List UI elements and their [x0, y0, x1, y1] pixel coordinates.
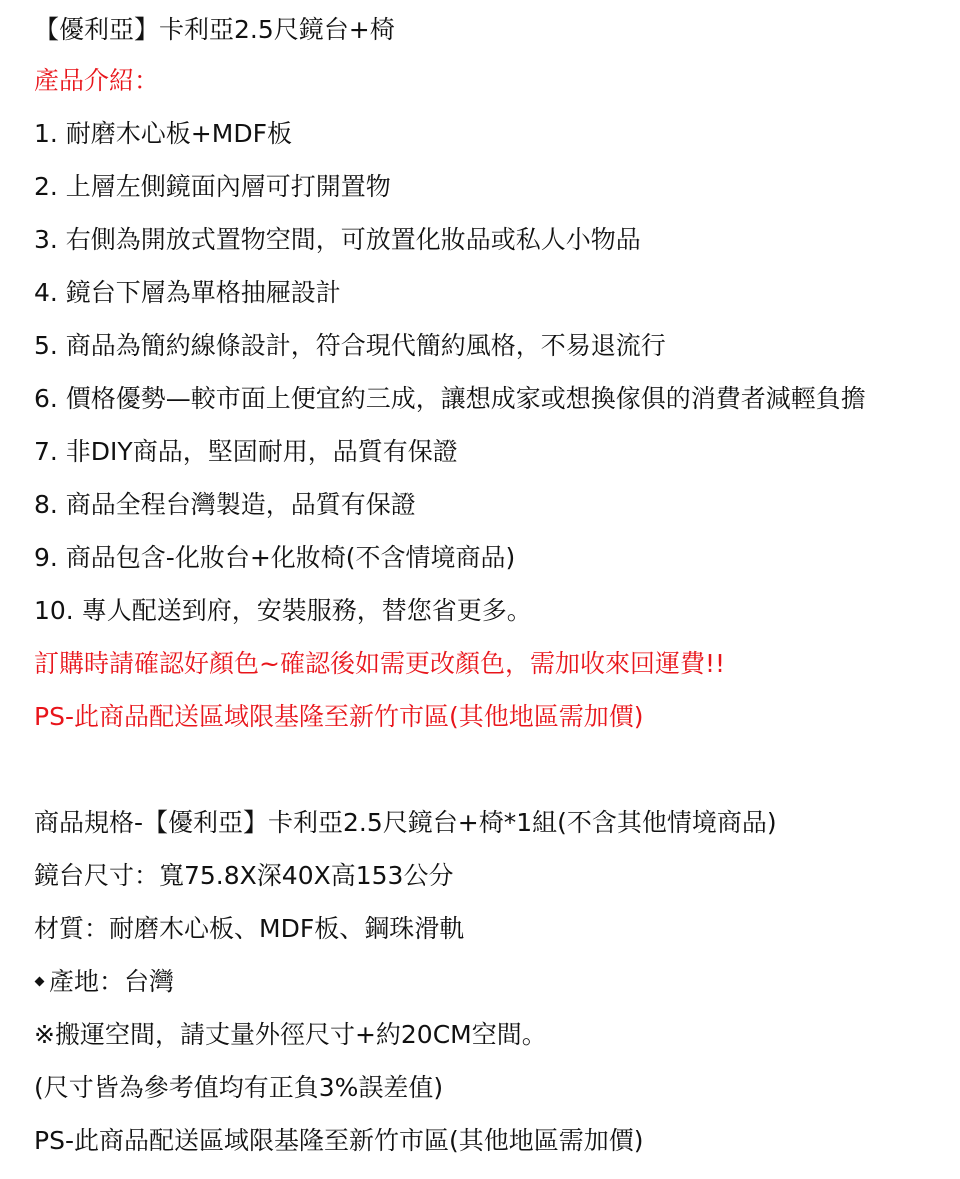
origin-text: 產地：台灣 [49, 967, 175, 996]
dimensions-line: 鏡台尺寸：寬75.8X深40X高153公分 [34, 861, 454, 890]
spec-section [34, 796, 936, 1167]
feature-item: 1. 耐磨木心板+MDF板 [34, 119, 292, 148]
spec-delivery-area-line: PS-此商品配送區域限基隆至新竹市區(其他地區需加價) [34, 1126, 644, 1155]
color-confirm-notice: 訂購時請確認好顏色~確認後如需更改顏色，需加收來回運費!! [34, 649, 725, 678]
feature-item: 3. 右側為開放式置物空間，可放置化妝品或私人小物品 [34, 225, 641, 254]
feature-item: 4. 鏡台下層為單格抽屜設計 [34, 278, 341, 307]
product-title: 【優利亞】卡利亞2.5尺鏡台+椅 [34, 15, 395, 44]
feature-list [34, 107, 936, 637]
delivery-area-notice: PS-此商品配送區域限基隆至新竹市區(其他地區需加價) [34, 702, 644, 731]
tolerance-line: (尺寸皆為參考值均有正負3%誤差值) [34, 1073, 444, 1102]
material-line: 材質：耐磨木心板、MDF板、鋼珠滑軌 [34, 914, 465, 943]
feature-item: 6. 價格優勢—較市面上便宜約三成，讓想成家或想換傢俱的消費者減輕負擔 [34, 384, 866, 413]
origin-line [34, 955, 936, 1008]
feature-item: 10. 專人配送到府，安裝服務，替您省更多。 [34, 596, 532, 625]
intro-heading: 產品介紹： [34, 66, 160, 95]
feature-item: 8. 商品全程台灣製造，品質有保證 [34, 490, 416, 519]
feature-item: 9. 商品包含-化妝台+化妝椅(不含情境商品) [34, 543, 516, 572]
feature-item: 2. 上層左側鏡面內層可打開置物 [34, 172, 391, 201]
feature-item: 7. 非DIY商品，堅固耐用，品質有保證 [34, 437, 458, 466]
moving-space-line: ※搬運空間，請丈量外徑尺寸+約20CM空間。 [34, 1020, 547, 1049]
diamond-bullet-icon [35, 976, 45, 986]
feature-item: 5. 商品為簡約線條設計，符合現代簡約風格，不易退流行 [34, 331, 666, 360]
section-spacer [34, 743, 936, 796]
spec-line: 商品規格-【優利亞】卡利亞2.5尺鏡台+椅*1組(不含其他情境商品) [34, 808, 777, 837]
